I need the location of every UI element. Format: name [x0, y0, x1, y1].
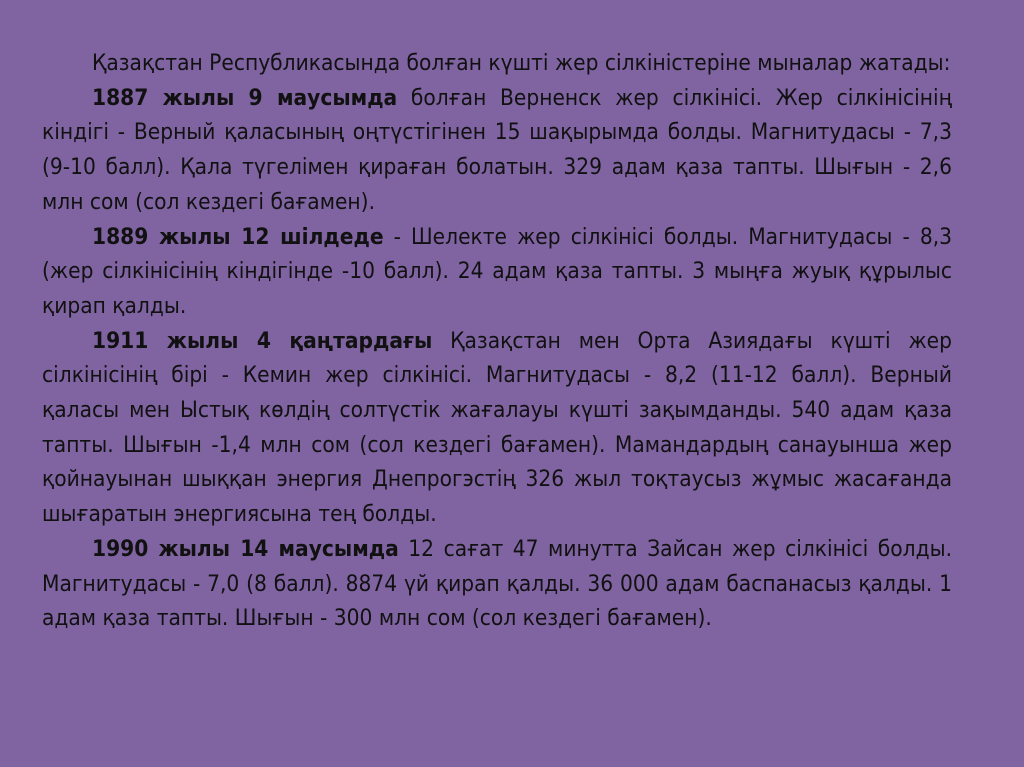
earthquake-1911-paragraph: [42, 324, 952, 532]
intro-paragraph: [42, 46, 952, 81]
earthquake-1990-paragraph: [42, 532, 952, 636]
description-1889: - Шелекте жер сілкінісі болды. Магнитудасы - 8,3 (жер сілкінісінің кіндігінде -10 балл). 24 адам қаза тапты. 3 мыңға жуық құрылыс қирап қалды.: [42, 223, 952, 319]
intro-text: Қазақстан Республикасында болған күшті жер сілкіністеріне мыналар жатады:: [92, 50, 951, 76]
earthquake-1889-paragraph: [42, 220, 952, 324]
slide-text-body: [42, 46, 952, 636]
date-1911: 1911 жылы 4 қаңтардағы: [92, 327, 433, 354]
description-1911: Қазақстан мен Орта Азиядағы күшті жер сілкінісінің бірі - Кемин жер сілкінісі. Магнитудасы - 8,2 (11-12 балл). Верный қаласы мен Ыстық көлдің солтүстік жағалауы күшті зақымданды. 540 адам қаза тапты. Шығын -1,4 млн сом (сол кездегі бағамен). Мамандардың санауынша жер қойнауынан шыққан энергия Днепрогэстің 326 жыл тоқтаусыз жұмыс жасағанда шығаратын энергиясына тең болды.: [42, 327, 952, 528]
date-1990: 1990 жылы 14 маусымда: [92, 535, 399, 562]
description-1887: болған Верненск жер сілкінісі. Жер сілкінісінің кіндігі - Верный қаласының оңтүстігінен 15 шақырымда болды. Магнитудасы - 7,3 (9-10 балл). Қала түгелімен қираған болатын. 329 адам қаза тапты. Шығын - 2,6 млн сом (сол кездегі бағамен).: [42, 84, 952, 215]
earthquake-1887-paragraph: [42, 81, 952, 220]
date-1887: 1887 жылы 9 маусымда: [92, 84, 398, 111]
date-1889: 1889 жылы 12 шілдеде: [92, 223, 384, 250]
description-1990: 12 сағат 47 минутта Зайсан жер сілкінісі болды. Магнитудасы - 7,0 (8 балл). 8874 үй қирап қалды. 36 000 адам баспанасыз қалды. 1 адам қаза тапты. Шығын - 300 млн сом (сол кездегі бағамен).: [42, 535, 952, 632]
